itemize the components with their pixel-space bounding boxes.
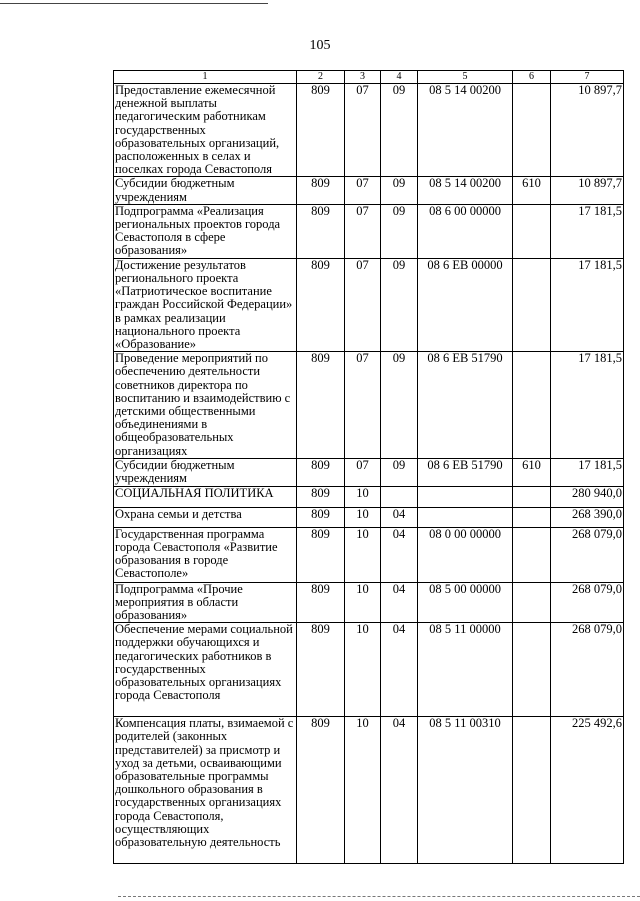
row-target-article — [418, 507, 513, 527]
row-grbs: 809 — [297, 527, 345, 582]
row-subsection: 04 — [381, 623, 418, 717]
row-subsection: 09 — [381, 84, 418, 177]
row-subsection: 09 — [381, 459, 418, 486]
row-subsection: 04 — [381, 582, 418, 623]
row-subsection: 09 — [381, 352, 418, 459]
header-cell: 3 — [345, 71, 381, 84]
row-sum: 17 181,5 — [551, 258, 624, 351]
row-section: 07 — [345, 258, 381, 351]
row-subsection: 04 — [381, 717, 418, 864]
budget-table — [113, 70, 624, 864]
row-target-article: 08 5 14 00200 — [418, 177, 513, 204]
row-section: 10 — [345, 717, 381, 864]
row-section: 07 — [345, 204, 381, 258]
row-sum: 10 897,7 — [551, 84, 624, 177]
table-row — [114, 527, 624, 582]
row-expense-type — [513, 623, 551, 717]
row-grbs: 809 — [297, 507, 345, 527]
row-sum: 268 079,0 — [551, 623, 624, 717]
row-name: Подпрограмма «Реализация региональных проектов города Севастополя в сфере образования» — [114, 204, 297, 258]
row-target-article: 08 5 00 00000 — [418, 582, 513, 623]
table-row — [114, 258, 624, 351]
row-name: Субсидии бюджетным учреждениям — [114, 177, 297, 204]
table-row — [114, 582, 624, 623]
row-grbs: 809 — [297, 352, 345, 459]
row-subsection: 04 — [381, 507, 418, 527]
row-sum: 268 390,0 — [551, 507, 624, 527]
row-subsection: 09 — [381, 258, 418, 351]
row-grbs: 809 — [297, 623, 345, 717]
row-expense-type — [513, 352, 551, 459]
bottom-rule — [118, 896, 640, 897]
row-name: Государственная программа города Севастополя «Развитие образования в городе Севастополе» — [114, 527, 297, 582]
row-target-article: 08 6 EB 51790 — [418, 459, 513, 486]
header-row — [114, 71, 624, 84]
header-cell: 4 — [381, 71, 418, 84]
row-subsection: 09 — [381, 204, 418, 258]
page-number: 105 — [309, 38, 331, 53]
table-row — [114, 459, 624, 486]
table-row — [114, 352, 624, 459]
row-name: Достижение результатов регионального проекта «Патриотическое воспитание граждан Российской Федерации» в рамках реализации национального проекта «Образование» — [114, 258, 297, 351]
row-expense-type — [513, 507, 551, 527]
row-grbs: 809 — [297, 717, 345, 864]
row-expense-type: 610 — [513, 177, 551, 204]
row-expense-type — [513, 258, 551, 351]
row-target-article: 08 6 EB 51790 — [418, 352, 513, 459]
row-target-article: 08 5 14 00200 — [418, 84, 513, 177]
row-section: 07 — [345, 84, 381, 177]
header-cell: 7 — [551, 71, 624, 84]
row-section: 07 — [345, 352, 381, 459]
row-sum: 280 940,0 — [551, 486, 624, 507]
row-expense-type — [513, 84, 551, 177]
header-cell: 5 — [418, 71, 513, 84]
row-grbs: 809 — [297, 177, 345, 204]
row-grbs: 809 — [297, 204, 345, 258]
row-target-article: 08 5 11 00000 — [418, 623, 513, 717]
row-name: Компенсация платы, взимаемой с родителей (законных представителей) за присмотр и уход за детьми, осваивающими образовательные программы дошкольного образования в государственных организациях города Севастополя, осуществляющих образовательную деятельность — [114, 717, 297, 864]
row-target-article: 08 5 11 00310 — [418, 717, 513, 864]
row-section: 10 — [345, 582, 381, 623]
row-name: Проведение мероприятий по обеспечению деятельности советников директора по воспитанию и взаимодействию с детскими общественными объединениями в общеобразовательных организациях — [114, 352, 297, 459]
row-expense-type — [513, 204, 551, 258]
row-expense-type — [513, 717, 551, 864]
row-subsection — [381, 486, 418, 507]
row-grbs: 809 — [297, 486, 345, 507]
row-sum: 17 181,5 — [551, 352, 624, 459]
row-expense-type — [513, 527, 551, 582]
row-target-article: 08 6 00 00000 — [418, 204, 513, 258]
table-row — [114, 717, 624, 864]
row-name: Подпрограмма «Прочие мероприятия в области образования» — [114, 582, 297, 623]
header-cell: 1 — [114, 71, 297, 84]
row-section: 10 — [345, 527, 381, 582]
table-row — [114, 204, 624, 258]
row-expense-type: 610 — [513, 459, 551, 486]
row-section: 07 — [345, 177, 381, 204]
row-grbs: 809 — [297, 84, 345, 177]
table-row — [114, 177, 624, 204]
table-row — [114, 507, 624, 527]
row-target-article: 08 0 00 00000 — [418, 527, 513, 582]
row-sum: 17 181,5 — [551, 204, 624, 258]
row-grbs: 809 — [297, 582, 345, 623]
top-rule — [0, 3, 268, 4]
table-row — [114, 84, 624, 177]
row-section: 10 — [345, 486, 381, 507]
header-cell: 2 — [297, 71, 345, 84]
row-section: 10 — [345, 623, 381, 717]
row-section: 10 — [345, 507, 381, 527]
row-sum: 225 492,6 — [551, 717, 624, 864]
row-name: Обеспечение мерами социальной поддержки обучающихся и педагогических работников в государственных образовательных организациях города Севастополя — [114, 623, 297, 717]
row-sum: 10 897,7 — [551, 177, 624, 204]
row-section: 07 — [345, 459, 381, 486]
row-name: Охрана семьи и детства — [114, 507, 297, 527]
row-subsection: 09 — [381, 177, 418, 204]
row-grbs: 809 — [297, 258, 345, 351]
header-cell: 6 — [513, 71, 551, 84]
row-name: Субсидии бюджетным учреждениям — [114, 459, 297, 486]
row-subsection: 04 — [381, 527, 418, 582]
row-sum: 17 181,5 — [551, 459, 624, 486]
row-name: Предоставление ежемесячной денежной выплаты педагогическим работникам государственных образовательных организаций, расположенных в селах и поселках города Севастополя — [114, 84, 297, 177]
row-sum: 268 079,0 — [551, 582, 624, 623]
table-row — [114, 623, 624, 717]
row-expense-type — [513, 582, 551, 623]
row-expense-type — [513, 486, 551, 507]
table-row — [114, 486, 624, 507]
row-name: СОЦИАЛЬНАЯ ПОЛИТИКА — [114, 486, 297, 507]
row-grbs: 809 — [297, 459, 345, 486]
row-target-article — [418, 486, 513, 507]
row-target-article: 08 6 EB 00000 — [418, 258, 513, 351]
row-sum: 268 079,0 — [551, 527, 624, 582]
